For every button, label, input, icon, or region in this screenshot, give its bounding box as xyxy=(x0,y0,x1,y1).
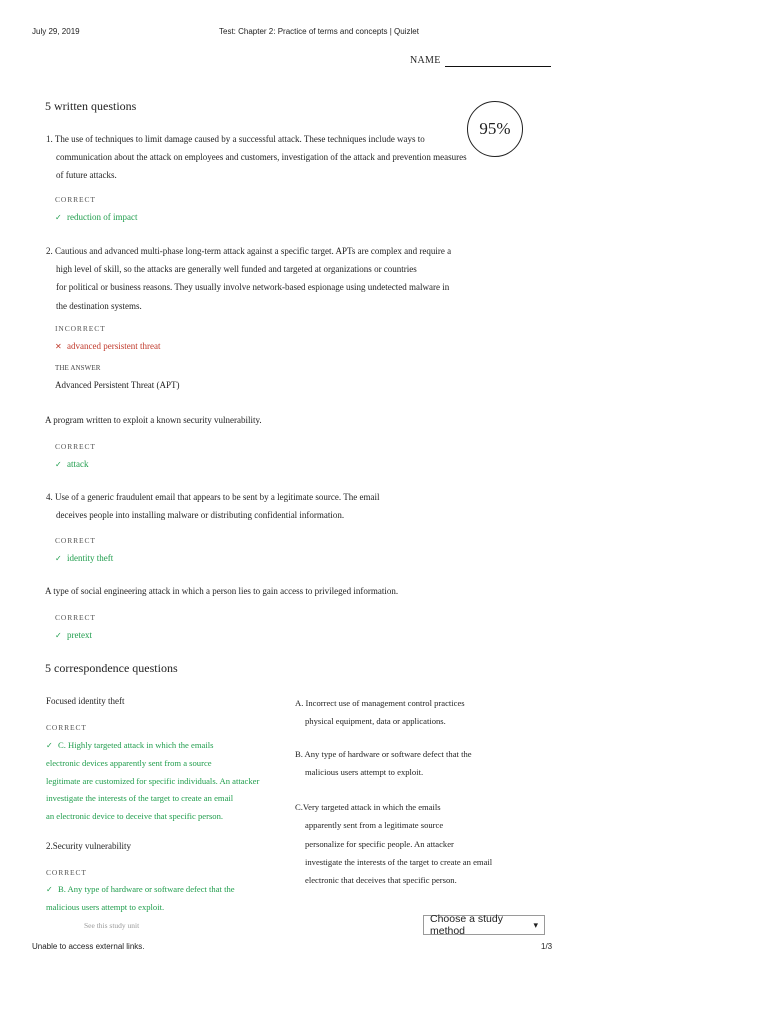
score-circle xyxy=(467,101,523,157)
question-text: A program written to exploit a known security vulnerability. xyxy=(45,415,262,425)
page-number: 1/3 xyxy=(541,942,553,951)
answer-correct: ✓ attack xyxy=(55,455,89,474)
see-study-unit-link[interactable]: See this study unit xyxy=(84,921,140,930)
status-label: CORRECT xyxy=(55,195,96,204)
written-section-title: 5 written questions xyxy=(45,99,137,113)
check-icon: ✓ xyxy=(55,460,62,469)
score-value: 95% xyxy=(479,119,511,138)
answer-correct: ✓ identity theft xyxy=(55,549,113,568)
term-label: 2.Security vulnerability xyxy=(46,841,131,851)
status-label: INCORRECT xyxy=(55,324,106,333)
check-icon: ✓ xyxy=(46,741,53,750)
answer-incorrect: ✕ advanced persistent threat xyxy=(55,337,160,356)
answer-correct: ✓ C. Highly targeted attack in which the emails electronic devices apparently sent from a source legitimate are customized for specific individuals. An attacker investigate the interests of the target to create an email an electronic device to deceive that specific person. xyxy=(46,737,259,826)
answer-correct: ✓ pretext xyxy=(55,626,92,645)
status-label: CORRECT xyxy=(55,613,96,622)
print-date: July 29, 2019 xyxy=(32,27,80,36)
check-icon: ✓ xyxy=(55,213,62,222)
print-title: Test: Chapter 2: Practice of terms and concepts | Quizlet xyxy=(219,27,419,36)
status-label: CORRECT xyxy=(46,868,87,877)
question-text: 1. The use of techniques to limit damage caused by a successful attack. These techniques include ways to communication about the attack on employees and customers, investigation of the attack and prevention measures of future attacks. xyxy=(46,134,467,181)
status-label: CORRECT xyxy=(55,442,96,451)
answer-correct: ✓ reduction of impact xyxy=(55,208,137,227)
option-b: B. Any type of hardware or software defect that the malicious users attempt to exploit. xyxy=(295,749,472,778)
name-line xyxy=(445,66,551,67)
status-label: CORRECT xyxy=(55,536,96,545)
question-text: A type of social engineering attack in which a person lies to gain access to privileged information. xyxy=(45,586,399,596)
status-label: CORRECT xyxy=(46,723,87,732)
study-method-select[interactable] xyxy=(423,915,545,935)
chevron-down-icon: ▾ xyxy=(533,919,538,930)
cross-icon: ✕ xyxy=(55,342,62,351)
check-icon: ✓ xyxy=(55,631,62,640)
correspondence-section-title: 5 correspondence questions xyxy=(45,661,178,675)
answer-correct: ✓ B. Any type of hardware or software defect that the malicious users attempt to exploit. xyxy=(46,881,235,917)
check-icon: ✓ xyxy=(46,885,53,894)
the-answer-label: THE ANSWER xyxy=(55,364,101,372)
check-icon: ✓ xyxy=(55,554,62,563)
question-text: 2. Cautious and advanced multi-phase long-term attack against a specific target. APTs are complex and require a high level of skill, so the attacks are generally well funded and targeted at organizations or countries for political or business reasons. They usually involve network-based espionage using undetected malware in the destination systems. xyxy=(46,246,452,311)
the-answer-value: Advanced Persistent Threat (APT) xyxy=(55,380,180,390)
footer-note: Unable to access external links. xyxy=(32,942,145,951)
name-label: NAME xyxy=(410,55,441,66)
study-method-value: Choose a study method xyxy=(430,913,503,937)
question-text: 4. Use of a generic fraudulent email that appears to be sent by a legitimate source. The email deceives people into installing malware or distributing confidential information. xyxy=(46,492,380,521)
option-c: C.Very targeted attack in which the emails apparently sent from a legitimate source personalize for specific people. An attacker investigate the interests of the target to create an email electronic that deceives that specific person. xyxy=(295,802,493,886)
option-a: A. Incorrect use of management control practices physical equipment, data or applications. xyxy=(295,698,465,727)
term-label: Focused identity theft xyxy=(46,696,125,706)
